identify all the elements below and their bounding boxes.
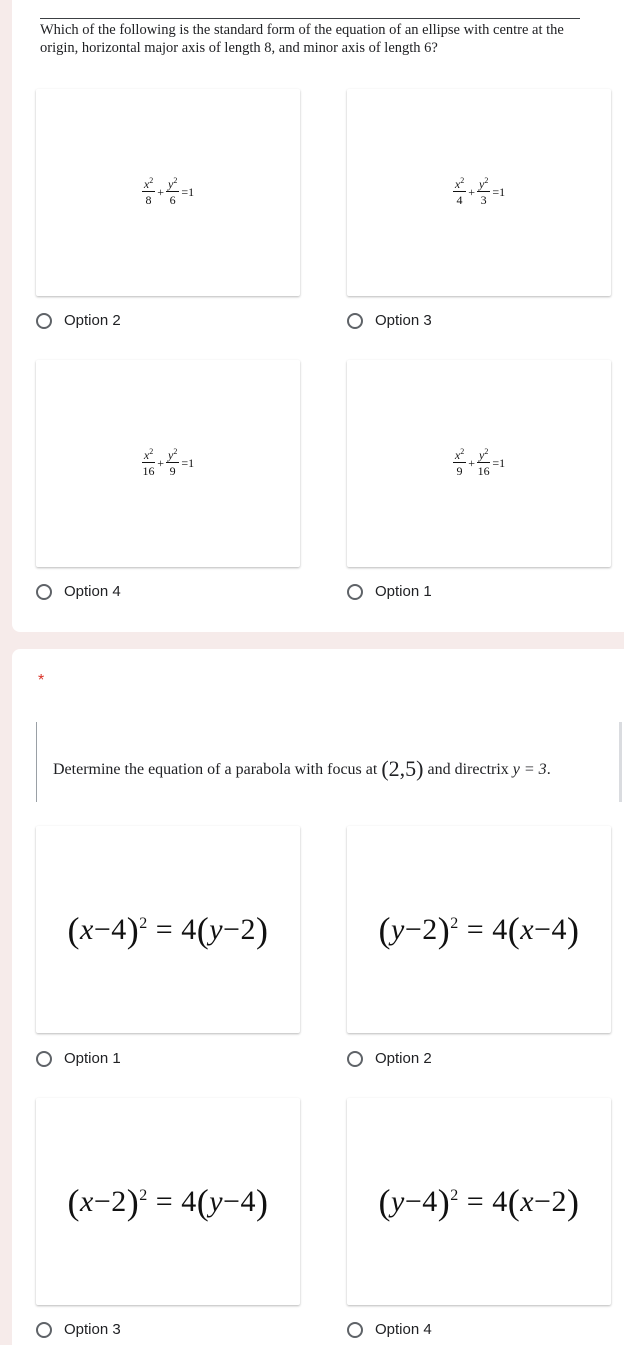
question-image-frame <box>36 722 622 802</box>
eq-var: x <box>520 1184 535 1218</box>
eq-num: 4 <box>422 1184 438 1218</box>
option-label: Option 2 <box>375 1050 432 1067</box>
eq-var: y <box>209 1184 224 1218</box>
radio-option[interactable] <box>36 1321 121 1338</box>
radio-circle-icon[interactable] <box>347 1322 363 1338</box>
question-card-ellipse <box>12 0 624 632</box>
radio-option[interactable] <box>347 583 432 600</box>
radio-circle-icon[interactable] <box>347 584 363 600</box>
radio-option[interactable] <box>36 1050 121 1067</box>
option-label: Option 3 <box>64 1321 121 1338</box>
eq-var: y <box>391 912 405 946</box>
radio-option[interactable] <box>36 583 121 600</box>
option-image-tile[interactable] <box>36 826 300 1033</box>
x-denominator: 9 <box>456 464 463 478</box>
radio-circle-icon[interactable] <box>36 1322 52 1338</box>
option-label: Option 1 <box>64 1050 121 1067</box>
question-text <box>53 756 551 782</box>
option-image-tile[interactable] <box>36 89 300 296</box>
eq-var: x <box>80 1184 94 1218</box>
eq-var: y <box>391 1184 405 1218</box>
eq-var: x <box>520 912 535 946</box>
eq-num: 2 <box>111 1184 127 1218</box>
parabola-equation: $(x-4)^2 = 4(y-2)$ <box>67 909 269 950</box>
option-label: Option 1 <box>375 583 432 600</box>
eq-var: y <box>209 912 224 946</box>
radio-circle-icon[interactable] <box>36 313 52 329</box>
option-image-tile[interactable] <box>347 89 611 296</box>
x-denominator: 4 <box>456 193 463 207</box>
eq-var: x <box>80 912 94 946</box>
option-image-tile[interactable] <box>347 1098 611 1305</box>
option-label: Option 4 <box>375 1321 432 1338</box>
option-label: Option 4 <box>64 583 121 600</box>
eq-num: 2 <box>422 912 438 946</box>
option-image-tile[interactable] <box>36 1098 300 1305</box>
y-denominator: 3 <box>480 193 487 207</box>
radio-circle-icon[interactable] <box>36 584 52 600</box>
option-label: Option 3 <box>375 312 432 329</box>
eq-num: 4 <box>111 912 127 946</box>
focus-point: (2,5) <box>381 756 424 781</box>
x-denominator: 8 <box>145 193 152 207</box>
radio-option[interactable] <box>347 1321 432 1338</box>
question-text: Which of the following is the standard form of the equation of an ellipse with centre at the origin, horizontal major axis of length 8, and minor axis of length 6? <box>40 18 580 57</box>
question-text-part: . <box>546 761 551 778</box>
question-text-part: and directrix <box>423 761 513 778</box>
eq-num: 2 <box>240 912 256 946</box>
parabola-equation: $(x-2)^2 = 4(y-4)$ <box>67 1181 269 1222</box>
eq-num: 4 <box>551 912 567 946</box>
ellipse-equation: $\frac{x^2}{4}$ + $\frac{y^2}{3}$ =1 <box>454 176 506 207</box>
radio-option[interactable] <box>36 312 121 329</box>
option-label: Option 2 <box>64 312 121 329</box>
radio-option[interactable] <box>347 312 432 329</box>
radio-circle-icon[interactable] <box>36 1051 52 1067</box>
ellipse-equation: $\frac{x^2}{9}$ + $\frac{y^2}{16}$ =1 <box>454 447 506 478</box>
question-text-part: Determine the equation of a parabola with focus at <box>53 761 382 778</box>
directrix-equation: y = 3 <box>512 761 547 778</box>
eq-num: 2 <box>551 1184 567 1218</box>
option-image-tile[interactable] <box>347 360 611 567</box>
radio-circle-icon[interactable] <box>347 1051 363 1067</box>
y-denominator: 16 <box>477 464 490 478</box>
ellipse-equation: $\frac{x^2}{8}$ + $\frac{y^2}{6}$ =1 <box>143 176 195 207</box>
eq-num: 4 <box>240 1184 256 1218</box>
y-denominator: 6 <box>169 193 176 207</box>
parabola-equation: $(y-4)^2 = 4(x-2)$ <box>378 1181 580 1222</box>
parabola-equation: $(y-2)^2 = 4(x-4)$ <box>378 909 580 950</box>
ellipse-equation: $\frac{x^2}{16}$ + $\frac{y^2}{9}$ =1 <box>142 447 195 478</box>
option-image-tile[interactable] <box>347 826 611 1033</box>
required-asterisk: * <box>38 672 45 689</box>
x-denominator: 16 <box>142 464 155 478</box>
radio-option[interactable] <box>347 1050 432 1067</box>
y-denominator: 9 <box>169 464 176 478</box>
radio-circle-icon[interactable] <box>347 313 363 329</box>
option-image-tile[interactable] <box>36 360 300 567</box>
